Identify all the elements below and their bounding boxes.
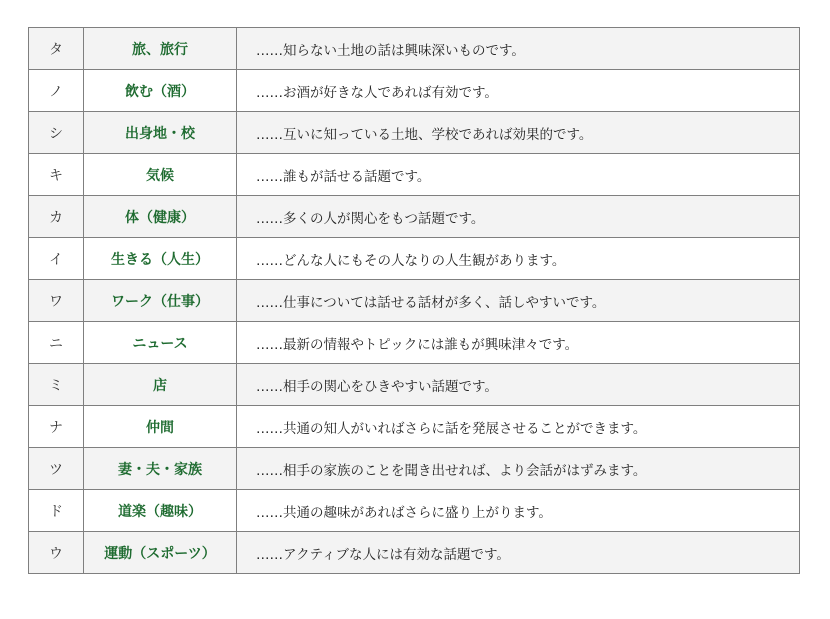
row-description: ……多くの人が関心をもつ話題です。 (237, 196, 800, 238)
row-description: ……どんな人にもその人なりの人生観があります。 (237, 238, 800, 280)
row-description: ……互いに知っている土地、学校であれば効果的です。 (237, 112, 800, 154)
row-kana: ド (29, 490, 84, 532)
table-row (29, 28, 800, 70)
row-topic: 出身地・校 (84, 112, 237, 154)
row-kana: カ (29, 196, 84, 238)
row-kana: シ (29, 112, 84, 154)
row-topic: 生きる（人生） (84, 238, 237, 280)
table-row (29, 406, 800, 448)
table-body (29, 28, 800, 574)
table-row (29, 490, 800, 532)
row-kana: タ (29, 28, 84, 70)
row-topic: ワーク（仕事） (84, 280, 237, 322)
row-kana: ウ (29, 532, 84, 574)
row-topic: 旅、旅行 (84, 28, 237, 70)
row-topic: 気候 (84, 154, 237, 196)
row-topic: 道楽（趣味） (84, 490, 237, 532)
row-description: ……相手の関心をひきやすい話題です。 (237, 364, 800, 406)
row-kana: ナ (29, 406, 84, 448)
row-kana: ニ (29, 322, 84, 364)
row-topic: 運動（スポーツ） (84, 532, 237, 574)
row-description: ……知らない土地の話は興味深いものです。 (237, 28, 800, 70)
row-description: ……共通の知人がいればさらに話を発展させることができます。 (237, 406, 800, 448)
row-kana: ワ (29, 280, 84, 322)
row-description: ……最新の情報やトピックには誰もが興味津々です。 (237, 322, 800, 364)
row-kana: ツ (29, 448, 84, 490)
row-kana: イ (29, 238, 84, 280)
row-description: ……相手の家族のことを聞き出せれば、より会話がはずみます。 (237, 448, 800, 490)
table-row (29, 364, 800, 406)
table-row (29, 154, 800, 196)
table-row (29, 448, 800, 490)
row-description: ……誰もが話せる話題です。 (237, 154, 800, 196)
table-row (29, 280, 800, 322)
row-topic: 店 (84, 364, 237, 406)
row-topic: 飲む（酒） (84, 70, 237, 112)
row-description: ……仕事については話せる話材が多く、話しやすいです。 (237, 280, 800, 322)
row-kana: ミ (29, 364, 84, 406)
row-topic: 体（健康） (84, 196, 237, 238)
table-row (29, 238, 800, 280)
row-kana: ノ (29, 70, 84, 112)
table-row (29, 196, 800, 238)
row-topic: 仲間 (84, 406, 237, 448)
table-row (29, 322, 800, 364)
table-row (29, 112, 800, 154)
row-kana: キ (29, 154, 84, 196)
table-row (29, 70, 800, 112)
table-row (29, 532, 800, 574)
row-topic: ニュース (84, 322, 237, 364)
conversation-topics-table (28, 27, 800, 574)
row-description: ……お酒が好きな人であれば有効です。 (237, 70, 800, 112)
row-description: ……共通の趣味があればさらに盛り上がります。 (237, 490, 800, 532)
row-description: ……アクティブな人には有効な話題です。 (237, 532, 800, 574)
row-topic: 妻・夫・家族 (84, 448, 237, 490)
